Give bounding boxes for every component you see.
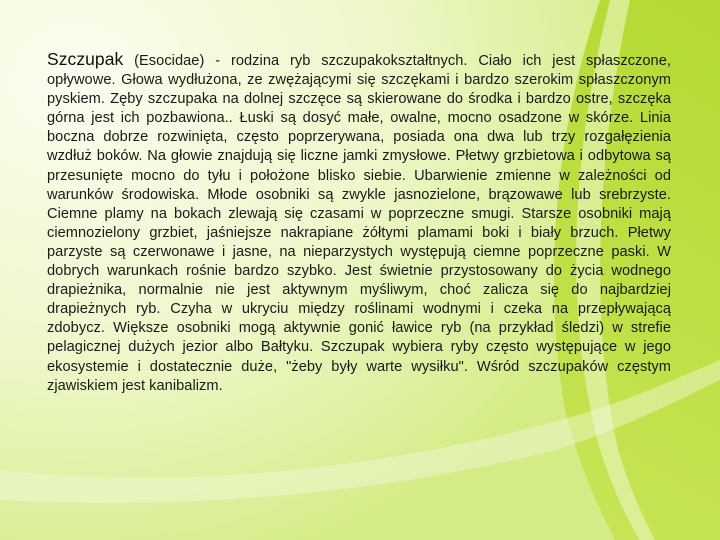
- body-paragraph: (Esocidae) - rodzina ryb szczupakokształtnych. Ciało ich jest spłaszczone, opływowe. Głowa wydłużona, ze zwężającymi się szczękami i bardzo szerokim spłaszczonym pyskiem. Zęby szczupaka na dolnej szczęce są skierowane do środka i bardzo ostre, szczęka górna jest ich pozbawiona.. Łuski są dosyć małe, owalne, mocno osadzone w skórze. Linia boczna dobrze rozwinięta, często poprzerywana, posiada ona dwa lub trzy rozgałęzienia wzdłuż boków. Na głowie znajdują się liczne jamki zmysłowe. Płetwy grzbietowa i odbytowa są przesunięte mocno do tyłu i położone blisko siebie. Ubarwienie zmienne w zależności od warunków środowiska. Młode osobniki są zwykle jasnozielone, brązowawe lub srebrzyste. Ciemne plamy na bokach zlewają się czasami w poprzeczne smugi. Starsze osobniki mają ciemnozielony grzbiet, jaśniejsze nakrapiane żółtymi plamami boki i biały brzuch. Płetwy parzyste są czerwonawe i jasne, na nieparzystych występują ciemne poprzeczne paski. W dobrych warunkach rośnie bardzo szybko. Jest świetnie przystosowany do życia wodnego drapieżnika, normalnie nie jest aktywnym myśliwym, choć zalicza się do najbardziej drapieżnych ryb. Czyha w ukryciu między roślinami wodnymi i czeka na przepływającą zdobycz. Większe osobniki mogą aktywnie gonić ławice ryb (na przykład śledzi) w strefie pelagicznej dużych jezior albo Bałtyku. Szczupak wybiera ryby często występujące w jego ekosystemie i dostatecznie duże, "żeby były warte wysiłku". Wśród szczupaków częstym zjawiskiem jest kanibalizm.: [47, 53, 671, 394]
- title: Szczupak: [47, 49, 124, 69]
- body-text: [47, 50, 671, 396]
